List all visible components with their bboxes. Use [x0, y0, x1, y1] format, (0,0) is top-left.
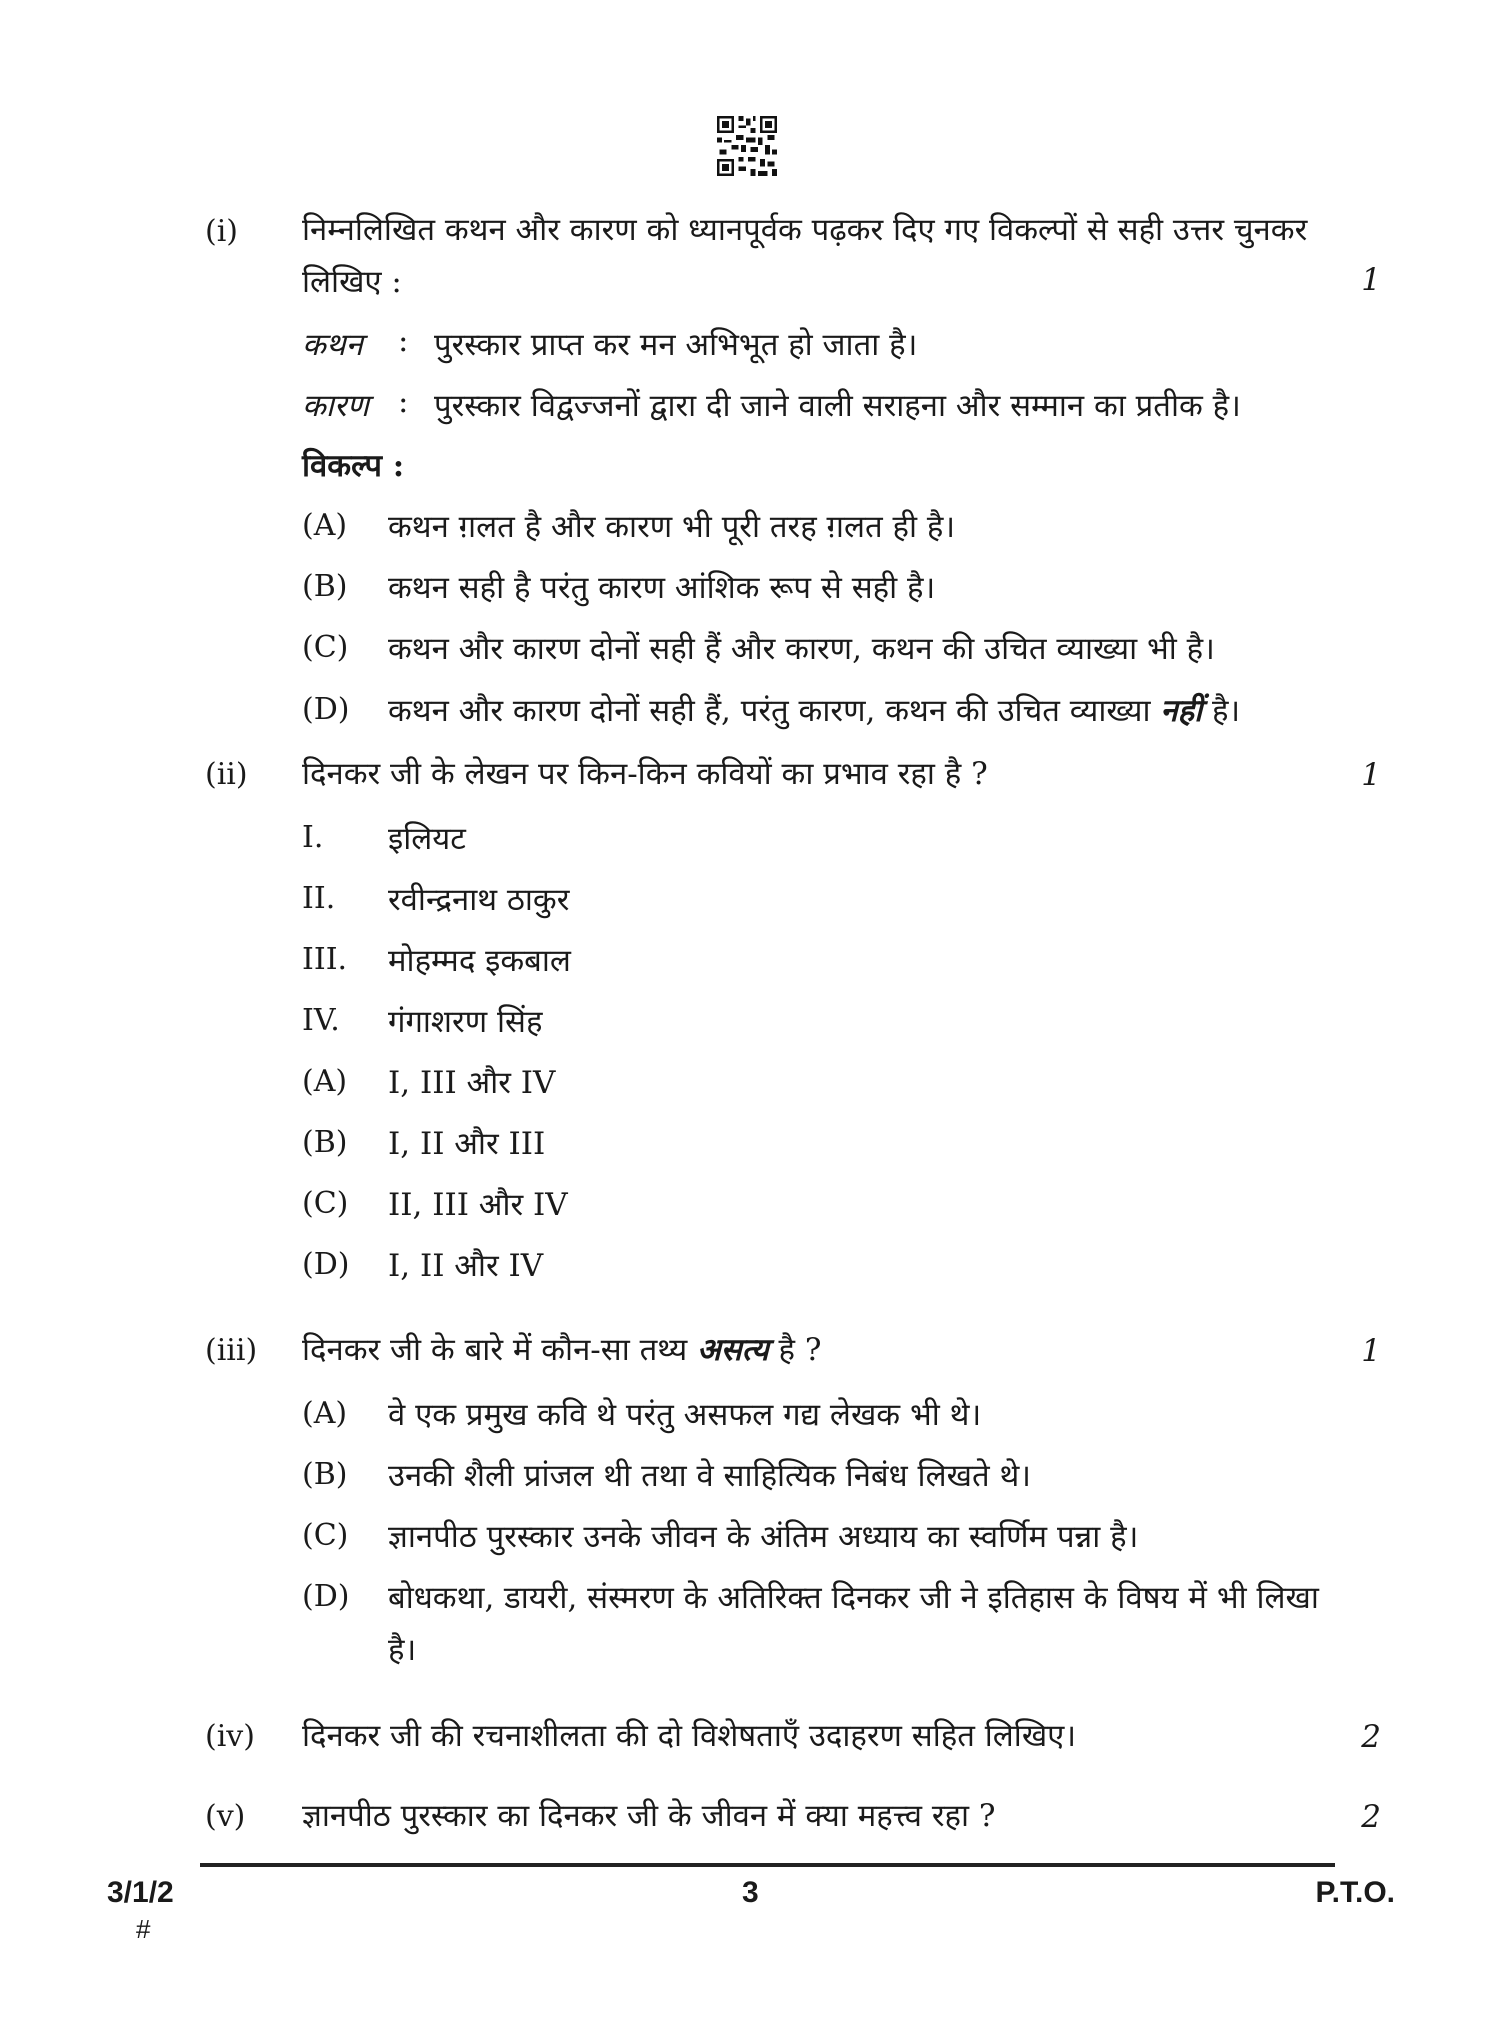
q2-option-c-text: II, III और IV [388, 1187, 568, 1223]
question-4-text: दिनकर जी की रचनाशीलता की दो विशेषताएँ उदाहरण सहित लिखिए। [302, 1718, 1077, 1754]
q3-option-d-text-line1: बोधकथा, डायरी, संस्मरण के अतिरिक्त दिनकर जी ने इतिहास के विषय में भी लिखा [388, 1580, 1319, 1616]
q1-option-a-text: कथन ग़लत है और कारण भी पूरी तरह ग़लत ही है। [388, 509, 956, 545]
question-3-text: दिनकर जी के बारे में कौन-सा तथ्य असत्य है ? [302, 1332, 822, 1368]
q1-option-c-label: (C) [302, 630, 349, 665]
q1-option-a-label: (A) [302, 508, 348, 543]
q2-option-c-label: (C) [302, 1186, 349, 1221]
statement-label: कथन [302, 327, 363, 363]
question-3-number: (iii) [205, 1333, 258, 1368]
question-2-text: दिनकर जी के लेखन पर किन-किन कवियों का प्रभाव रहा है ? [302, 756, 988, 792]
q3-option-b-label: (B) [302, 1457, 348, 1492]
question-5-marks: 2 [1361, 1799, 1381, 1835]
q3-option-d-label: (D) [302, 1579, 350, 1614]
question-1-marks: 1 [1361, 262, 1381, 298]
question-4-number: (iv) [205, 1719, 255, 1754]
options-heading: विकल्प : [302, 448, 405, 484]
hash-mark: # [136, 1914, 151, 1944]
q2-option-b-text: I, II और III [388, 1126, 546, 1162]
q2-option-d-label: (D) [302, 1247, 350, 1282]
q2-option-a-text: I, III और IV [388, 1065, 556, 1101]
q2-item-2-label: II. [302, 881, 336, 916]
q3-option-a-text: वे एक प्रमुख कवि थे परंतु असफल गद्य लेखक भी थे। [388, 1397, 982, 1433]
q2-item-3-text: मोहम्मद इकबाल [388, 943, 571, 979]
q2-item-2-text: रवीन्द्रनाथ ठाकुर [388, 882, 570, 918]
question-1-text-line1: निम्नलिखित कथन और कारण को ध्यानपूर्वक पढ़कर दिए गए विकल्पों से सही उत्तर चुनकर [302, 212, 1308, 248]
q1-option-b-text: कथन सही है परंतु कारण आंशिक रूप से सही है। [388, 570, 936, 606]
q3-option-c-text: ज्ञानपीठ पुरस्कार उनके जीवन के अंतिम अध्याय का स्वर्णिम पन्ना है। [388, 1519, 1139, 1555]
q2-item-1-label: I. [302, 820, 324, 855]
q1-option-c-text: कथन और कारण दोनों सही हैं और कारण, कथन की उचित व्याख्या भी है। [388, 631, 1215, 667]
reason-label: कारण [302, 388, 369, 424]
q2-option-b-label: (B) [302, 1125, 348, 1160]
question-4-marks: 2 [1361, 1719, 1381, 1755]
footer-rule [200, 1863, 1335, 1867]
paper-code: 3/1/2 [107, 1876, 174, 1909]
q1-option-b-label: (B) [302, 569, 348, 604]
pto-label: P.T.O. [1315, 1876, 1395, 1909]
q3-option-d-text-line2: है। [388, 1632, 417, 1668]
question-5-number: (v) [205, 1799, 246, 1834]
emphasis-nahin: नहीं [1160, 693, 1203, 729]
q2-option-d-text: I, II और IV [388, 1248, 544, 1284]
q1-option-d-text: कथन और कारण दोनों सही हैं, परंतु कारण, कथन की उचित व्याख्या नहीं है। [388, 693, 1241, 729]
emphasis-asatya: असत्य [697, 1332, 769, 1368]
q3-option-a-label: (A) [302, 1396, 348, 1431]
page-number: 3 [742, 1876, 759, 1909]
reason-colon: : [398, 384, 409, 420]
question-1-number: (i) [205, 214, 239, 249]
q1-option-d-label: (D) [302, 692, 350, 727]
q3-option-b-text: उनकी शैली प्रांजल थी तथा वे साहित्यिक निबंध लिखते थे। [388, 1458, 1032, 1494]
q3-option-c-label: (C) [302, 1518, 349, 1553]
question-1-text-line2: लिखिए : [302, 264, 402, 300]
qr-code-icon [717, 116, 777, 176]
question-2-marks: 1 [1361, 757, 1381, 793]
statement-text: पुरस्कार प्राप्त कर मन अभिभूत हो जाता है। [434, 327, 918, 363]
q2-item-3-label: III. [302, 942, 348, 977]
q2-option-a-label: (A) [302, 1064, 348, 1099]
question-2-number: (ii) [205, 757, 248, 792]
q2-item-1-text: इलियट [388, 821, 466, 857]
question-5-text: ज्ञानपीठ पुरस्कार का दिनकर जी के जीवन में क्या महत्त्व रहा ? [302, 1798, 996, 1834]
statement-colon: : [398, 323, 409, 359]
question-3-marks: 1 [1361, 1333, 1381, 1369]
q2-item-4-label: IV. [302, 1003, 340, 1038]
reason-text: पुरस्कार विद्वज्जनों द्वारा दी जाने वाली सराहना और सम्मान का प्रतीक है। [434, 388, 1241, 424]
q2-item-4-text: गंगाशरण सिंह [388, 1004, 543, 1040]
